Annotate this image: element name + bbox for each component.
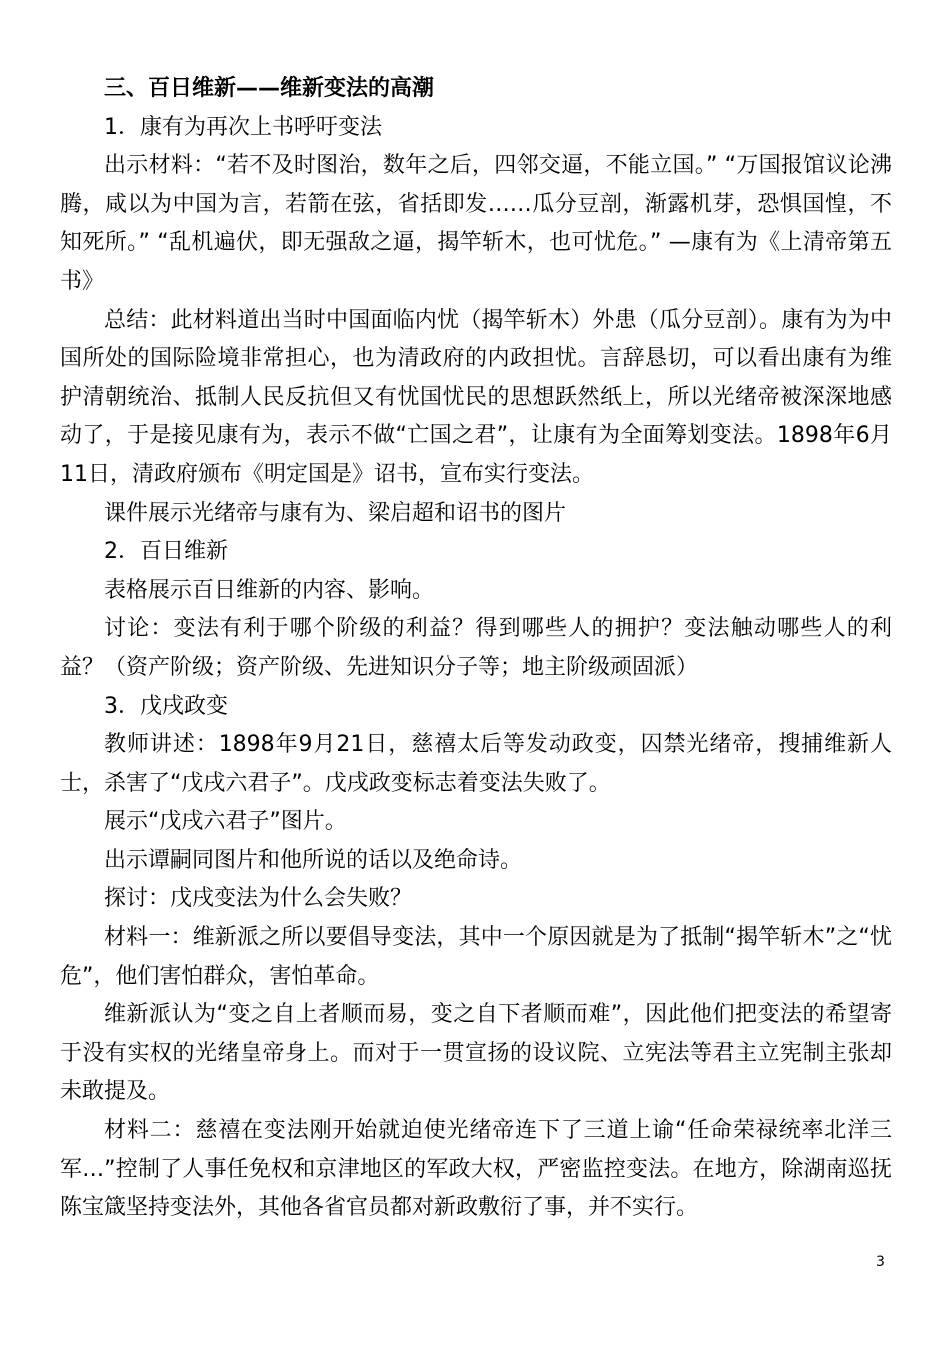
paragraph-teacher-narration: 教师讲述：1898年9月21日，慈禧太后等发动政变，囚禁光绪帝，搜捕维新人士，杀害了“戊戌六君子”。戊戌政变标志着变法失败了。 [60, 732, 892, 796]
subsection-title-2: 2．百日维新 [104, 539, 228, 565]
paragraph-material-one: 材料一：维新派之所以要倡导变法，其中一个原因就是为了抵制“揭竿斩木”之“忧危”，他们害怕群众，害怕革命。 [60, 925, 892, 989]
paragraph-reformers-view: 维新派认为“变之自上者顺而易，变之自下者顺而难”，因此他们把变法的希望寄于没有实权的光绪皇帝身上。而对于一贯宣扬的设议院、立宪法等君主立宪制主张却未敢提及。 [60, 1002, 892, 1105]
document-page [60, 70, 892, 1228]
paragraph-material-quote: 出示材料：“若不及时图治，数年之后，四邻交逼，不能立国。” “万国报馆议论沸腾，咸以为中国为言，若箭在弦，省括即发……瓜分豆剖，渐露机芽，恐惧国惶，不知死所。” “乱机遍伏，即无强敌之逼，揭竿斩木，也可忧危。” —康有为《上清帝第五书》 [60, 153, 892, 294]
paragraph-tan-sitong: 出示谭嗣同图片和他所说的话以及绝命诗。 [104, 847, 523, 873]
paragraph-table: 表格展示百日维新的内容、影响。 [104, 577, 435, 603]
subsection-title-1: 1．康有为再次上书呼吁变法 [104, 114, 382, 140]
subsection-title-3: 3．戊戌政变 [104, 693, 228, 719]
paragraph-summary: 总结：此材料道出当时中国面临内忧（揭竿斩木）外患（瓜分豆剖）。康有为为中国所处的国际险境非常担心，也为清政府的内政担忧。言辞恳切，可以看出康有为维护清朝统治、抵制人民反抗但又有忧国忧民的思想跃然纸上，所以光绪帝被深深地感动了，于是接见康有为，表示不做“亡国之君”，让康有为全面筹划变法。1898年6月11日，清政府颁布《明定国是》诏书，宣布实行变法。 [60, 307, 892, 487]
paragraph-show-six-gentlemen: 展示“戊戌六君子”图片。 [104, 809, 347, 835]
paragraph-discussion: 讨论：变法有利于哪个阶级的利益？得到哪些人的拥护？变法触动哪些人的利益？（资产阶级；资产阶级、先进知识分子等；地主阶级顽固派） [60, 616, 892, 680]
section-heading: 三、百日维新——维新变法的高潮 [104, 76, 435, 101]
paragraph-explore: 探讨：戊戌变法为什么会失败？ [104, 886, 413, 912]
paragraph-courseware: 课件展示光绪帝与康有为、梁启超和诏书的图片 [104, 500, 567, 526]
page-number: 3 [876, 1254, 885, 1270]
paragraph-material-two: 材料二：慈禧在变法刚开始就迫使光绪帝连下了三道上谕“任命荣禄统率北洋三军…”控制了人事任免权和京津地区的军政大权，严密监控变法。在地方，除湖南巡抚陈宝箴坚持变法外，其他各省官员都对新政敷衍了事，并不实行。 [60, 1118, 892, 1221]
